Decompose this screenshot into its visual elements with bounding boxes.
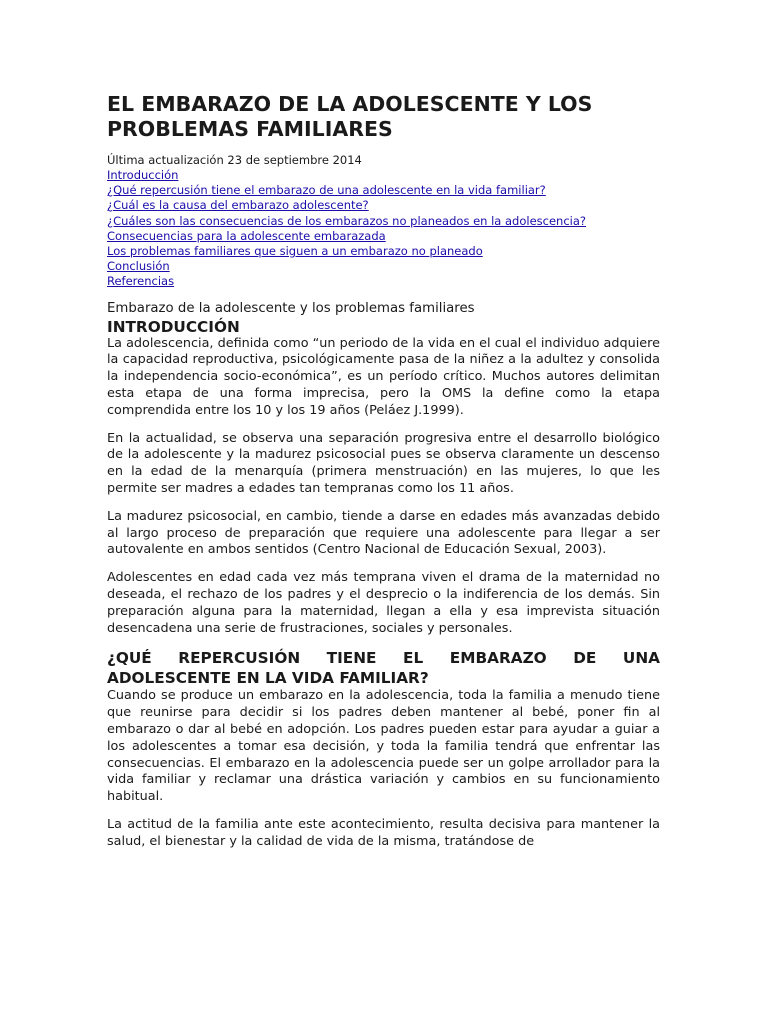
toc-item — [107, 214, 660, 229]
toc-link-repercusion[interactable]: ¿Qué repercusión tiene el embarazo de una adolescente en la vida familiar? — [107, 183, 546, 198]
intro-paragraph: La madurez psicosocial, en cambio, tiende a darse en edades más avanzadas debido al largo proceso de preparación que requiere una adolescente para llegar a ser autovalente en ambos sentidos (Centro Nacional de Educación Sexual, 2003). — [107, 508, 660, 558]
toc-link-problemas-familiares[interactable]: Los problemas familiares que siguen a un embarazo no planeado — [107, 244, 483, 259]
intro-heading: INTRODUCCIÓN — [107, 317, 240, 336]
last-updated: Última actualización 23 de septiembre 2014 — [107, 153, 362, 167]
toc-item — [107, 168, 660, 183]
toc-item — [107, 183, 660, 198]
intro-paragraph: En la actualidad, se observa una separación progresiva entre el desarrollo biológico de la adolescente y la madurez psicosocial pues se observa claramente un descenso en la edad de la menarquía (primera menstruación) en las mujeres, lo que les permite ser madres a edades tan tempranas como los 11 años. — [107, 430, 660, 496]
intro-paragraph: Adolescentes en edad cada vez más temprana viven el drama de la maternidad no deseada, el rechazo de los padres y el desprecio o la indiferencia de los demás. Sin preparación alguna para la maternidad, llegan a ella y esa imprevista situación desencadena una serie de frustraciones, sociales y personales. — [107, 570, 660, 636]
toc-item — [107, 229, 660, 244]
toc-link-conclusion[interactable]: Conclusión — [107, 259, 170, 274]
document-title: EL EMBARAZO DE LA ADOLESCENTE Y LOS PROBLEMAS FAMILIARES — [107, 92, 593, 141]
toc-item — [107, 259, 660, 274]
table-of-contents — [107, 168, 660, 290]
toc-item — [107, 244, 660, 259]
section2-paragraph: La actitud de la familia ante este acontecimiento, resulta decisiva para mantener la salud, el bienestar y la calidad de vida de la misma, tratándose de — [107, 816, 660, 849]
toc-link-causa[interactable]: ¿Cuál es la causa del embarazo adolescente? — [107, 198, 369, 213]
document-page — [107, 92, 660, 862]
toc-link-adolescente-embarazada[interactable]: Consecuencias para la adolescente embarazada — [107, 228, 386, 243]
intro-paragraph: La adolescencia, definida como “un periodo de la vida en el cual el individuo adquiere la capacidad reproductiva, psicológicamente pasa de la niñez a la adultez y consolida la independencia socio-económica”, es un período crítico. Muchos autores delimitan esta etapa de una forma imprecisa, pero la OMS la define como la etapa comprendida entre los 10 y los 19 años (Peláez J.1999). — [107, 335, 660, 418]
toc-link-referencias[interactable]: Referencias — [107, 274, 175, 289]
toc-item — [107, 198, 660, 213]
document-subtitle: Embarazo de la adolescente y los problemas familiares — [107, 300, 475, 316]
section2-heading: ¿QUÉ REPERCUSIÓN TIENE EL EMBARAZO DE UNA ADOLESCENTE EN LA VIDA FAMILIAR? — [107, 649, 660, 688]
toc-link-introduccion[interactable]: Introducción — [107, 168, 179, 182]
toc-link-consecuencias[interactable]: ¿Cuáles son las consecuencias de los embarazos no planeados en la adolescencia? — [107, 213, 587, 228]
section2-paragraph: Cuando se produce un embarazo en la adolescencia, toda la familia a menudo tiene que reunirse para decidir si los padres deben mantener al bebé, poner fin al embarazo o dar al bebé en adopción. Los padres pueden estar para ayudar a guiar a los adolescentes a tomar esa decisión, y toda la familia tendrá que enfrentar las consecuencias. El embarazo en la adolescencia puede ser un golpe arrollador para la vida familiar y reclamar una drástica variación y cambios en su funcionamiento habitual. — [107, 688, 660, 805]
toc-item — [107, 274, 660, 289]
